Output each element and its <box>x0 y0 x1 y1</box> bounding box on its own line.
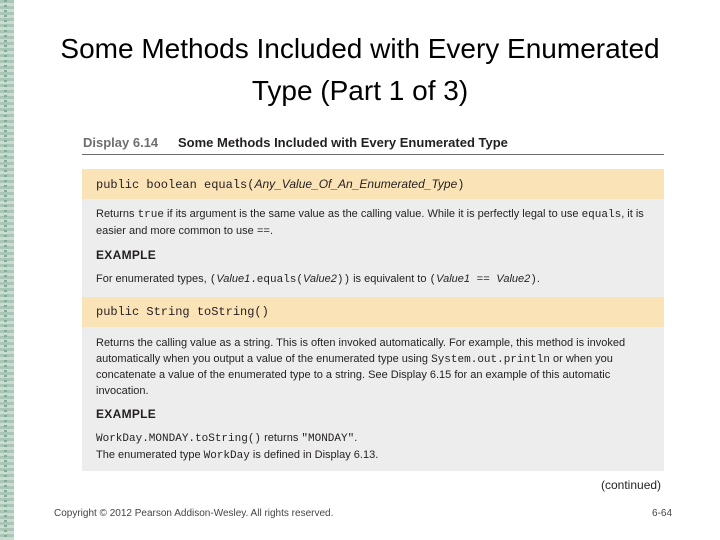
equals-desc-1: Returns <box>96 208 138 220</box>
equals-signature-suffix: ) <box>457 178 465 192</box>
footer-copyright: Copyright © 2012 Pearson Addison-Wesley. All rights reserved. <box>54 508 334 519</box>
display-number: Display 6.14 <box>83 135 159 150</box>
tostring-ex-line2-code: WorkDay <box>203 449 250 462</box>
equals-signature-prefix: public boolean equals( <box>96 178 255 192</box>
equals-example-heading: EXAMPLE <box>96 248 157 262</box>
display-title: Some Methods Included with Every Enumerated Type <box>178 135 508 150</box>
equals-ex-code3: )) <box>336 274 351 286</box>
tostring-signature-text: public String toString() <box>96 305 269 319</box>
equals-desc-3: , it is easier and more common to use <box>96 208 644 237</box>
footer-page-number: 6-64 <box>652 508 673 519</box>
equals-desc-2: if its argument is the same value as the calling value. While it is perfectly legal to use <box>163 208 582 220</box>
tostring-desc-code: System.out.println <box>431 353 550 366</box>
equals-ex-value1: Value1 <box>216 273 251 285</box>
tostring-example-text <box>96 431 652 464</box>
tostring-ex-result: "MONDAY" <box>301 433 355 445</box>
equals-ex-code5: == <box>470 274 497 286</box>
equals-desc-4: . <box>270 224 274 237</box>
equals-ex-1: For enumerated types, <box>96 273 210 285</box>
equals-ex-code4: ( <box>429 274 437 286</box>
decorative-left-strip-dashes <box>4 0 7 540</box>
equals-desc-equals: equals <box>581 209 622 221</box>
tostring-ex-1: returns <box>261 432 302 444</box>
tostring-ex-code: WorkDay.MONDAY.toString() <box>96 433 262 445</box>
equals-desc-op: == <box>256 225 271 238</box>
method-equals-signature-text <box>96 169 464 200</box>
display-header <box>82 130 664 155</box>
tostring-desc-2: or when you concatenate a value of the enumerated type to a string. See Display 6.15 for an example of this automatic invocation. <box>96 352 613 397</box>
equals-signature-param: Any_Value_Of_An_Enumerated_Type <box>254 177 458 191</box>
equals-ex-code6: ) <box>530 274 537 286</box>
equals-ex-value3: Value1 <box>436 273 470 285</box>
continued-label: (continued) <box>601 478 662 492</box>
equals-ex-value2: Value2 <box>303 273 337 285</box>
equals-desc-true: true <box>137 209 164 221</box>
display-body <box>82 169 664 471</box>
equals-ex-2: is equivalent to <box>350 273 430 285</box>
tostring-ex-line2-1: The enumerated type <box>96 448 204 461</box>
equals-ex-3: . <box>536 273 540 285</box>
tostring-ex-2: . <box>354 432 358 444</box>
display-panel <box>82 130 664 472</box>
equals-example-text <box>96 272 652 289</box>
decorative-left-strip <box>0 0 14 540</box>
method-equals-signature <box>82 169 664 199</box>
equals-ex-code2: .equals( <box>250 274 303 286</box>
method-tostring-description <box>96 336 652 399</box>
method-equals-description <box>96 207 652 240</box>
tostring-ex-line2-2: is defined in Display 6.13. <box>249 448 379 461</box>
tostring-desc-1: Returns the calling value as a string. This is often invoked automatically. For example, this method is invoked automatically when you output a value of the enumerated type using <box>96 337 626 365</box>
method-tostring-signature <box>82 297 664 327</box>
slide-title: Some Methods Included with Every Enumerated Type (Part 1 of 3) <box>60 33 660 106</box>
equals-ex-code1: ( <box>209 274 217 286</box>
tostring-example-heading: EXAMPLE <box>96 407 157 421</box>
equals-ex-value4: Value2 <box>496 273 531 285</box>
